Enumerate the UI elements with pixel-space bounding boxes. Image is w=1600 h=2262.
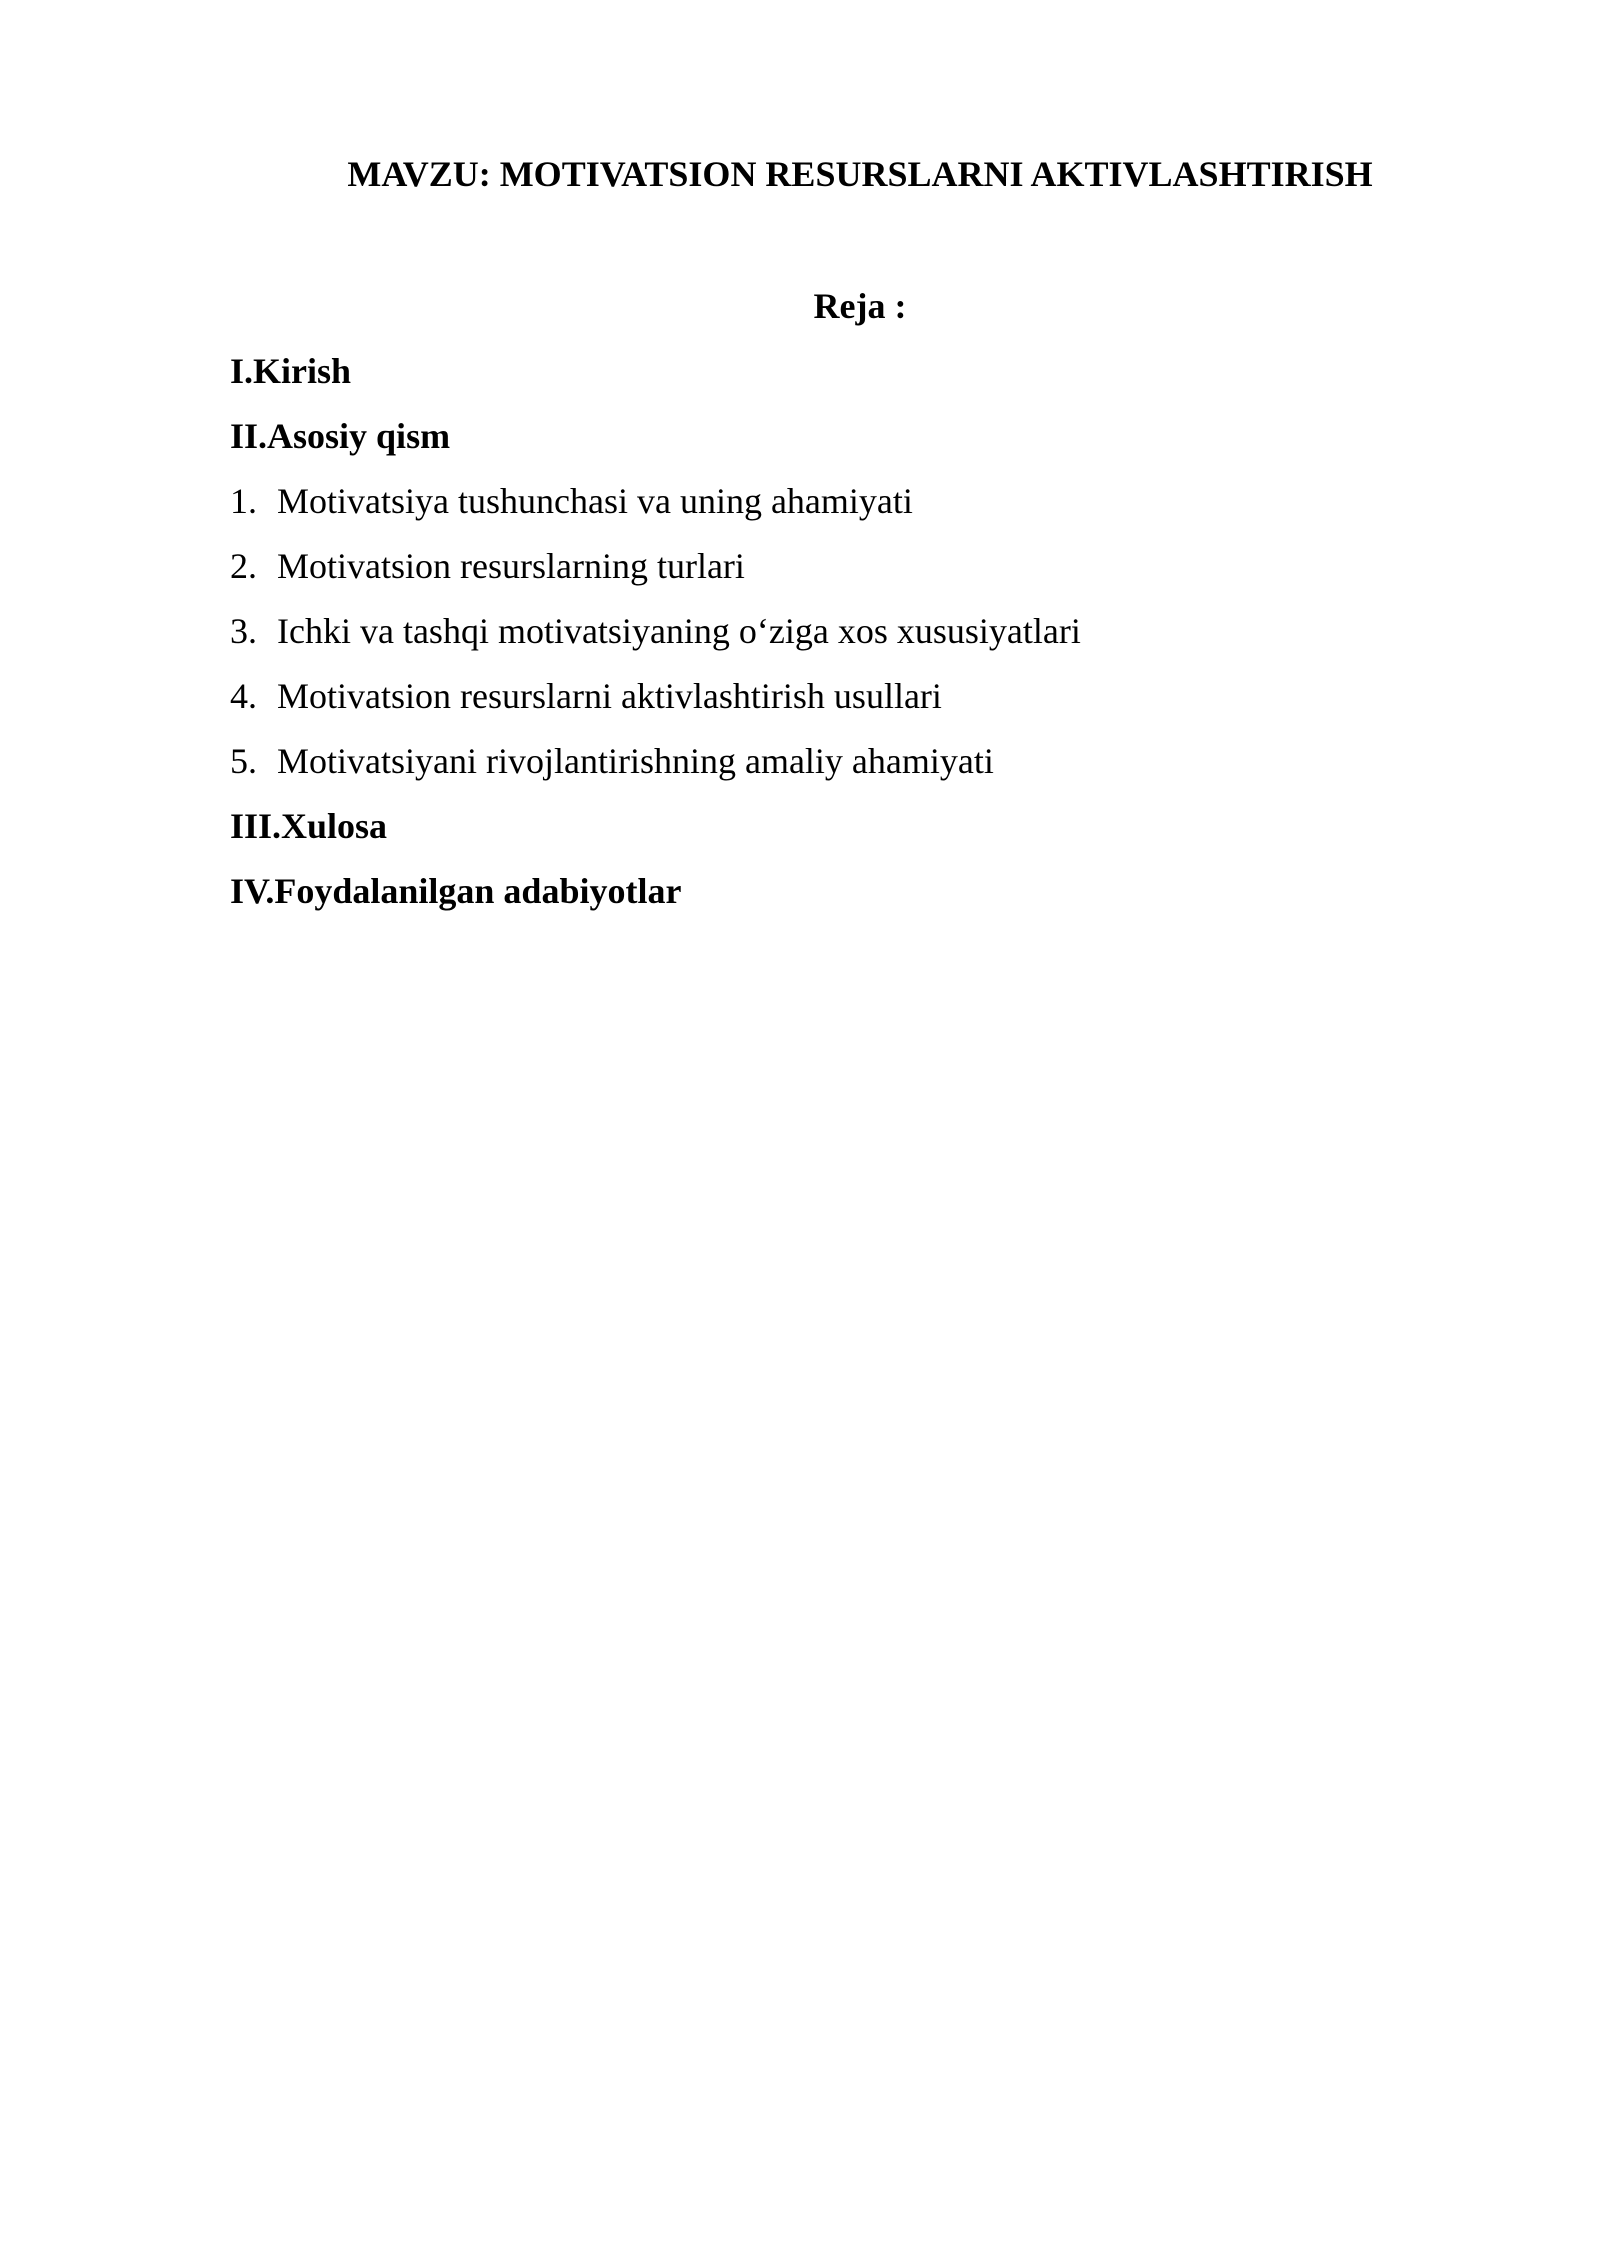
section-main: II.Asosiy qism (230, 416, 451, 456)
plan-heading: Reja : (813, 286, 907, 326)
document-title: MAVZU: MOTIVATSION RESURSLARNI AKTIVLASHTIRISH (347, 154, 1373, 194)
list-item-number: 1. (230, 481, 257, 521)
plan-outline (230, 345, 1430, 930)
list-item-number: 4. (230, 676, 257, 716)
list-item-text: Motivatsiya tushunchasi va uning ahamiyati (277, 481, 913, 521)
list-item (230, 540, 1430, 605)
list-item-text: Motivatsion resurslarning turlari (277, 546, 745, 586)
list-item-number: 2. (230, 546, 257, 586)
list-item (230, 475, 1430, 540)
section-conclusion: III.Xulosa (230, 806, 388, 846)
list-item-text: Ichki va tashqi motivatsiyaning o‘ziga xos xususiyatlari (277, 611, 1081, 651)
list-item-text: Motivatsiyani rivojlantirishning amaliy ahamiyati (277, 741, 994, 781)
section-intro: I.Kirish (230, 351, 352, 391)
list-item (230, 735, 1430, 800)
list-item-number: 5. (230, 741, 257, 781)
list-item-text: Motivatsion resurslarni aktivlashtirish usullari (277, 676, 942, 716)
list-item (230, 605, 1430, 670)
list-item (230, 670, 1430, 735)
list-item-number: 3. (230, 611, 257, 651)
section-references: IV.Foydalanilgan adabiyotlar (230, 871, 682, 911)
